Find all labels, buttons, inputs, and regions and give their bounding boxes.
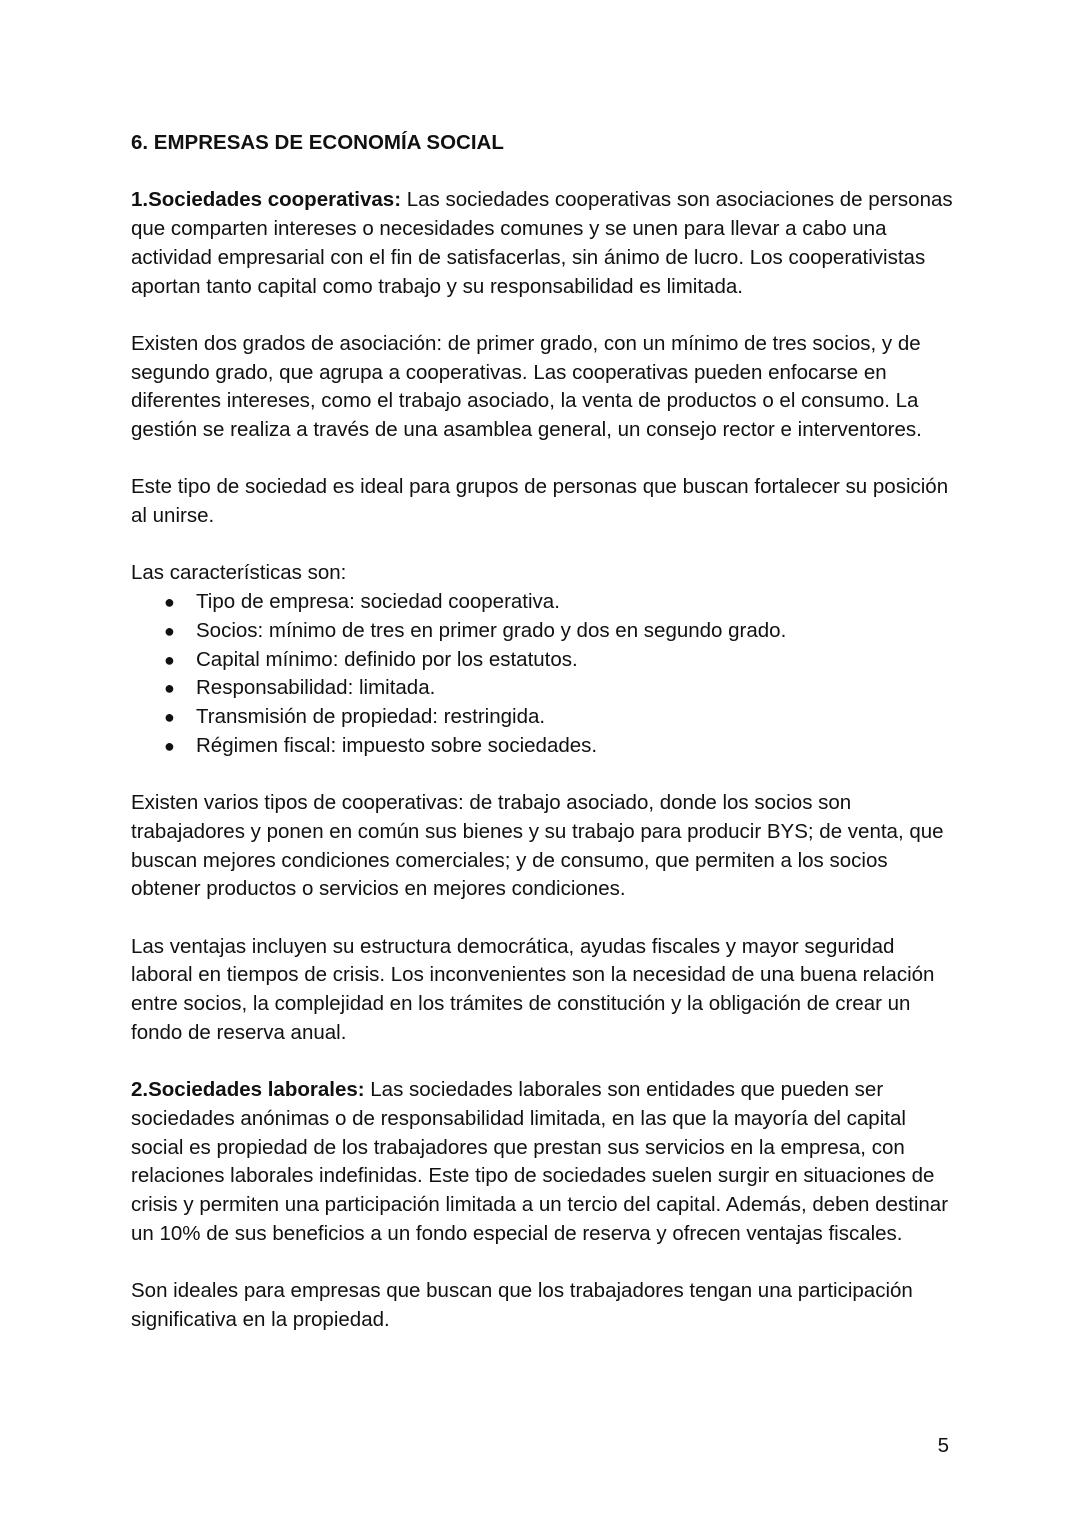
- section-title: 6. EMPRESAS DE ECONOMÍA SOCIAL: [131, 131, 504, 154]
- page-number: 5: [937, 1434, 949, 1457]
- cooperativas-grados-paragraph: Existen dos grados de asociación: de primer grado, con un mínimo de tres socios, y de segundo grado, que agrupa a cooperativas. Las cooperativas pueden enfocarse en diferentes intereses, como el trabajo asociado, la venta de productos o el consumo. La gestión se realiza a través de una asamblea general, un consejo rector e interventores.: [131, 331, 922, 441]
- cooperativas-ideal-paragraph: Este tipo de sociedad es ideal para grupos de personas que buscan fortalecer su posición al unirse.: [131, 475, 949, 528]
- features-list: [131, 588, 961, 760]
- list-item-text: Socios: mínimo de tres en primer grado y dos en segundo grado.: [196, 618, 787, 642]
- list-item-text: Transmisión de propiedad: restringida.: [196, 705, 546, 728]
- list-item-text: Régimen fiscal: impuesto sobre sociedades.: [196, 733, 598, 757]
- bullet-icon: ●: [164, 620, 175, 641]
- bullet-icon: ●: [164, 707, 175, 727]
- list-item-text: Capital mínimo: definido por los estatutos.: [196, 647, 578, 671]
- list-item: [164, 732, 961, 761]
- bullet-icon: ●: [164, 649, 175, 670]
- cooperativas-tipos-paragraph: Existen varios tipos de cooperativas: de trabajo asociado, donde los socios son trabajadores y ponen en común sus bienes y su trabajo para producir BYS; de venta, que buscan mejores condiciones comerciales; y de consumo, que permiten a los socios obtener productos o servicios en mejores condiciones.: [131, 791, 944, 901]
- cooperativas-intro-text: Las sociedades cooperativas son asociaciones de personas que comparten intereses o necesidades comunes y se unen para llevar a cabo una actividad empresarial con el fin de satisfacerlas, sin ánimo de lucro. Los cooperativistas aportan tanto capital como trabajo y su responsabilidad es limitada.: [131, 188, 953, 298]
- bullet-icon: ●: [164, 735, 175, 756]
- list-item-text: Tipo de empresa: sociedad cooperativa.: [196, 590, 560, 614]
- document-page: [131, 129, 961, 1334]
- features-intro: Las características son:: [131, 561, 347, 585]
- bullet-icon: ●: [164, 592, 175, 613]
- list-item: [164, 646, 961, 675]
- cooperativas-label: 1.Sociedades cooperativas:: [131, 188, 402, 212]
- cooperativas-ventajas-paragraph: Las ventajas incluyen su estructura democrática, ayudas fiscales y mayor seguridad laboral en tiempos de crisis. Los inconvenientes son la necesidad de una buena relación entre socios, la complejidad en los trámites de constitución y la obligación de crear un fondo de reserva anual.: [131, 934, 935, 1044]
- list-item: [164, 674, 961, 703]
- laborales-label: 2.Sociedades laborales:: [131, 1078, 365, 1102]
- cooperativas-paragraph: [131, 186, 961, 301]
- list-item: [164, 617, 961, 646]
- laborales-ideal-paragraph: Son ideales para empresas que buscan que los trabajadores tengan una participación significativa en la propiedad.: [131, 1279, 913, 1331]
- laborales-paragraph: [131, 1076, 961, 1248]
- bullet-icon: ●: [164, 678, 175, 699]
- list-item-text: Responsabilidad: limitada.: [196, 676, 436, 700]
- list-item: [164, 703, 961, 732]
- list-item: [164, 588, 961, 617]
- laborales-intro-text: Las sociedades laborales son entidades que pueden ser sociedades anónimas o de responsabilidad limitada, en las que la mayoría del capital social es propiedad de los trabajadores que prestan sus servicios en la empresa, con relaciones laborales indefinidas. Este tipo de sociedades suelen surgir en situaciones de crisis y permiten una participación limitada a un tercio del capital. Además, deben destinar un 10% de sus beneficios a un fondo especial de reserva y ofrecen ventajas fiscales.: [131, 1078, 949, 1245]
